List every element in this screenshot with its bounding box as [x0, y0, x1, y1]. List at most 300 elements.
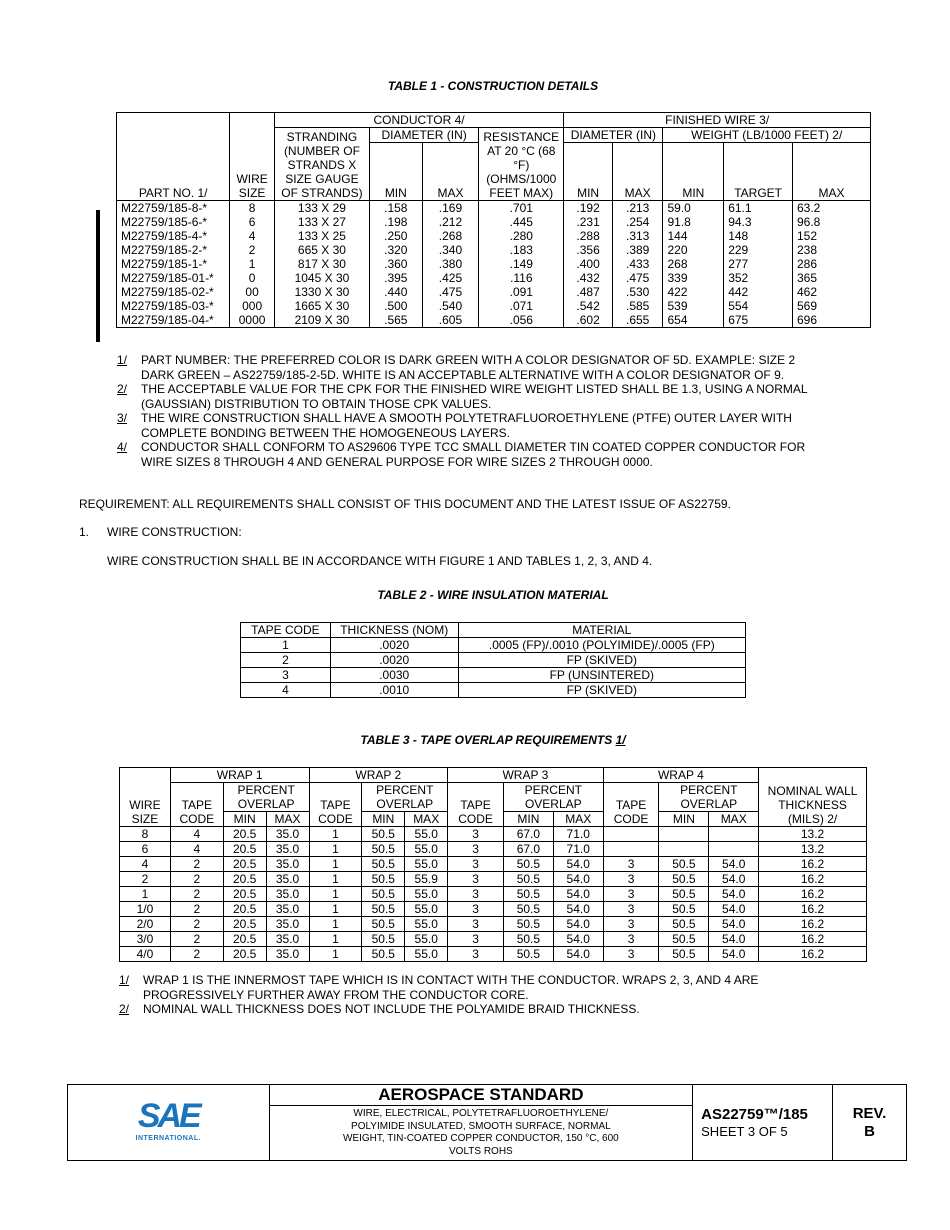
table-cell: .213	[612, 201, 663, 216]
table-cell: M22759/185-02-*	[117, 285, 230, 299]
table-cell: .475	[612, 271, 663, 285]
table-cell: .254	[612, 215, 663, 229]
table-cell: 35.0	[266, 917, 309, 932]
table-cell: 3	[603, 902, 659, 917]
table-cell: 220	[663, 243, 724, 257]
table-row	[117, 243, 871, 257]
table-cell: .530	[612, 285, 663, 299]
table-cell: 6	[120, 842, 171, 857]
hdr-tape-code: TAPE CODE	[170, 783, 223, 827]
table-cell: 54.0	[709, 872, 759, 887]
hdr-tape-code: TAPE CODE	[241, 623, 331, 638]
table-cell: 55.9	[405, 872, 448, 887]
table-cell	[709, 842, 759, 857]
table-row	[241, 638, 746, 653]
table-cell: 16.2	[759, 872, 867, 887]
table-cell: 20.5	[223, 887, 266, 902]
table-cell: 50.5	[659, 947, 709, 962]
doc-number: AS22759™/185	[701, 1105, 808, 1123]
table-cell: 1	[120, 887, 171, 902]
table-cell: 654	[663, 313, 724, 328]
table-cell: 1	[230, 257, 275, 271]
hdr-min: MIN	[659, 812, 709, 827]
table-cell: 50.5	[659, 887, 709, 902]
table-cell: 50.5	[659, 902, 709, 917]
table-cell: 54.0	[709, 902, 759, 917]
table-cell: 339	[663, 271, 724, 285]
table-cell: 35.0	[266, 887, 309, 902]
table-cell: .169	[422, 201, 479, 216]
table-cell: 2	[170, 872, 223, 887]
table-cell: 133 X 25	[274, 229, 369, 243]
hdr-finished-wire: FINISHED WIRE 3/	[564, 113, 871, 128]
table-cell: 1330 X 30	[274, 285, 369, 299]
table-cell: .602	[564, 313, 613, 328]
table-cell: 554	[724, 299, 793, 313]
table-cell: 6	[230, 215, 275, 229]
table-cell: .320	[370, 243, 423, 257]
table-row	[117, 285, 871, 299]
table-cell	[709, 827, 759, 842]
hdr-max: MAX	[553, 812, 603, 827]
table-cell: 3	[448, 947, 504, 962]
hdr-min: MIN	[223, 812, 266, 827]
table-cell: .445	[479, 215, 564, 229]
table-cell: 20.5	[223, 857, 266, 872]
table-cell: M22759/185-8-*	[117, 201, 230, 216]
table-cell: 000	[230, 299, 275, 313]
table-cell: 50.5	[659, 932, 709, 947]
doc-id	[693, 1085, 833, 1161]
rev-label: REV.	[852, 1104, 887, 1122]
section-number: 1.	[79, 525, 90, 539]
table-cell: .542	[564, 299, 613, 313]
table-cell: 3	[448, 827, 504, 842]
table-cell: 54.0	[553, 947, 603, 962]
table-cell: 55.0	[405, 887, 448, 902]
table-cell: 268	[663, 257, 724, 271]
hdr-wrap4: WRAP 4	[603, 768, 758, 783]
table-cell: 144	[663, 229, 724, 243]
hdr-tape-code: TAPE CODE	[448, 783, 504, 827]
table-cell: .183	[479, 243, 564, 257]
table-cell: 50.5	[362, 932, 405, 947]
table-cell: .0020	[330, 638, 458, 653]
table-cell: .056	[479, 313, 564, 328]
table-cell: .605	[422, 313, 479, 328]
hdr-wire-size: WIRE SIZE	[230, 113, 275, 201]
table-cell: 817 X 30	[274, 257, 369, 271]
table1-notes	[117, 353, 817, 469]
table-cell: 3	[603, 872, 659, 887]
hdr-conductor: CONDUCTOR 4/	[274, 113, 563, 128]
table-cell: 3/0	[120, 932, 171, 947]
table-cell: 96.8	[793, 215, 871, 229]
table-cell: 152	[793, 229, 871, 243]
table-cell: 71.0	[553, 842, 603, 857]
table-cell: .268	[422, 229, 479, 243]
table-cell: 55.0	[405, 947, 448, 962]
table-cell: 3	[448, 857, 504, 872]
table-cell: 148	[724, 229, 793, 243]
table2-title: TABLE 2 - WIRE INSULATION MATERIAL	[377, 588, 609, 602]
hdr-material: MATERIAL	[458, 623, 745, 638]
table-row	[117, 271, 871, 285]
table-cell: 54.0	[553, 932, 603, 947]
table-cell: .0020	[330, 653, 458, 668]
table-cell: .487	[564, 285, 613, 299]
hdr-thickness: THICKNESS (NOM)	[330, 623, 458, 638]
table-row	[241, 683, 746, 698]
table-cell: 3	[241, 668, 331, 683]
table-cell: 50.5	[503, 917, 553, 932]
table-cell: .380	[422, 257, 479, 271]
table-cell: 4	[170, 827, 223, 842]
hdr-max: MAX	[709, 812, 759, 827]
sae-logo-sub: INTERNATIONAL.	[135, 1134, 202, 1142]
table-cell: 2	[170, 932, 223, 947]
table-cell: 1	[309, 917, 362, 932]
table-cell: .360	[370, 257, 423, 271]
table-cell: 4	[120, 857, 171, 872]
table-row	[117, 215, 871, 229]
table-cell: .400	[564, 257, 613, 271]
table-cell: 8	[230, 201, 275, 216]
table-cell: 50.5	[362, 842, 405, 857]
table-cell: 352	[724, 271, 793, 285]
table-cell: .0005 (FP)/.0010 (POLYIMIDE)/.0005 (FP)	[458, 638, 745, 653]
table-cell: 229	[724, 243, 793, 257]
hdr-stranding: STRANDING (NUMBER OF STRANDS X SIZE GAUGE OF STRANDS)	[274, 128, 369, 201]
table-cell: 50.5	[362, 917, 405, 932]
table-cell: 133 X 27	[274, 215, 369, 229]
table-cell: 50.5	[503, 902, 553, 917]
table-cell: 365	[793, 271, 871, 285]
hdr-conductor-diameter: DIAMETER (IN)	[370, 128, 479, 143]
sae-logo-mark: SAE	[137, 1096, 199, 1135]
hdr-max: MAX	[793, 143, 871, 201]
table-cell: 54.0	[709, 917, 759, 932]
table-row	[120, 947, 867, 962]
hdr-min: MIN	[362, 812, 405, 827]
table-cell: .356	[564, 243, 613, 257]
table-cell: 54.0	[553, 887, 603, 902]
table-cell: 3	[603, 917, 659, 932]
table3-title: TABLE 3 - TAPE OVERLAP REQUIREMENTS 1/	[360, 733, 626, 747]
change-bar	[96, 210, 100, 342]
table-cell: 91.8	[663, 215, 724, 229]
table-cell: 1/0	[120, 902, 171, 917]
table-cell: 1	[309, 887, 362, 902]
table-cell: 50.5	[659, 917, 709, 932]
table-cell: .432	[564, 271, 613, 285]
table-cell: M22759/185-1-*	[117, 257, 230, 271]
footer-heading: AEROSPACE STANDARD	[269, 1085, 693, 1106]
table-cell: 286	[793, 257, 871, 271]
table-cell: 54.0	[709, 857, 759, 872]
table-cell: 20.5	[223, 917, 266, 932]
table-cell: 20.5	[223, 947, 266, 962]
table-cell: .0030	[330, 668, 458, 683]
table-cell: 1	[309, 932, 362, 947]
table-cell: 35.0	[266, 857, 309, 872]
table-cell: 3	[448, 932, 504, 947]
table-row	[120, 842, 867, 857]
table-cell: 1	[309, 947, 362, 962]
table-cell: .0010	[330, 683, 458, 698]
table-cell: 133 X 29	[274, 201, 369, 216]
note-4: 4/ CONDUCTOR SHALL CONFORM TO AS29606 TYPE TCC SMALL DIAMETER TIN COATED COPPER CONDUCTOR FOR WIRE SIZES 8 THROUGH 4 AND GENERAL PURPOSE FOR WIRE SIZES 2 THROUGH 0000.	[117, 440, 806, 469]
table-cell: .116	[479, 271, 564, 285]
table-cell: 4/0	[120, 947, 171, 962]
table-cell: 54.0	[553, 902, 603, 917]
hdr-max: MAX	[266, 812, 309, 827]
section-heading: WIRE CONSTRUCTION:	[107, 525, 242, 539]
table-cell: 1	[309, 842, 362, 857]
hdr-tape-code: TAPE CODE	[309, 783, 362, 827]
table-cell: 462	[793, 285, 871, 299]
table-row	[120, 872, 867, 887]
table-cell: 2/0	[120, 917, 171, 932]
table-cell: .192	[564, 201, 613, 216]
hdr-part-no: PART NO. 1/	[117, 113, 230, 201]
table-cell: 54.0	[553, 917, 603, 932]
table-cell: 1	[309, 827, 362, 842]
table-cell	[603, 827, 659, 842]
table-cell: 2	[170, 857, 223, 872]
table-cell: 59.0	[663, 201, 724, 216]
table-cell: .585	[612, 299, 663, 313]
table-row	[120, 932, 867, 947]
table-cell: 55.0	[405, 842, 448, 857]
table1-title: TABLE 1 - CONSTRUCTION DETAILS	[387, 79, 599, 93]
hdr-percent-overlap: PERCENT OVERLAP	[362, 783, 448, 812]
note-2: 2/ THE ACCEPTABLE VALUE FOR THE CPK FOR THE FINISHED WIRE WEIGHT LISTED SHALL BE 1.3, USING A NORMAL (GAUSSIAN) DISTRIBUTION TO OBTAIN THOSE CPK VALUES.	[117, 382, 808, 411]
table-cell: 1045 X 30	[274, 271, 369, 285]
table-cell: 3	[448, 902, 504, 917]
hdr-tape-code: TAPE CODE	[603, 783, 659, 827]
table-cell: .212	[422, 215, 479, 229]
table-cell: 50.5	[362, 857, 405, 872]
table-cell: 2	[170, 917, 223, 932]
table-cell: .280	[479, 229, 564, 243]
table-cell: 1	[309, 902, 362, 917]
table-row	[120, 917, 867, 932]
hdr-target: TARGET	[724, 143, 793, 201]
table-cell: .701	[479, 201, 564, 216]
table-cell: 35.0	[266, 827, 309, 842]
hdr-min: MIN	[564, 143, 613, 201]
rev-value: B	[864, 1122, 875, 1140]
table-cell: .500	[370, 299, 423, 313]
hdr-resistance: RESISTANCE AT 20 °C (68 °F) (OHMS/1000 FEET MAX)	[479, 128, 564, 201]
table-cell: .395	[370, 271, 423, 285]
table-cell: .250	[370, 229, 423, 243]
table-cell: 3	[603, 857, 659, 872]
footer-description: WIRE, ELECTRICAL, POLYTETRAFLUOROETHYLENE/ POLYIMIDE INSULATED, SMOOTH SURFACE, NORMAL WEIGHT, TIN-COATED COPPER CONDUCTOR, 150 °C, 600 VOLTS ROHS	[269, 1106, 693, 1161]
table-cell: 35.0	[266, 947, 309, 962]
table-cell: 54.0	[709, 932, 759, 947]
table-cell: 3	[448, 842, 504, 857]
table-cell: 50.5	[659, 857, 709, 872]
table-cell: 0000	[230, 313, 275, 328]
table-cell: 16.2	[759, 932, 867, 947]
table-cell: 2	[241, 653, 331, 668]
hdr-min: MIN	[503, 812, 553, 827]
table-cell: .158	[370, 201, 423, 216]
table-cell: 61.1	[724, 201, 793, 216]
table-cell: 50.5	[362, 947, 405, 962]
table-cell: 2	[120, 872, 171, 887]
table-cell: 3	[603, 932, 659, 947]
table-cell: 71.0	[553, 827, 603, 842]
table-cell: 35.0	[266, 842, 309, 857]
table-cell: .231	[564, 215, 613, 229]
hdr-min: MIN	[663, 143, 724, 201]
sheet-number: SHEET 3 OF 5	[701, 1123, 788, 1139]
table-cell: .198	[370, 215, 423, 229]
table-row	[241, 653, 746, 668]
table-cell: 16.2	[759, 917, 867, 932]
table-cell: M22759/185-03-*	[117, 299, 230, 313]
table-cell: 55.0	[405, 917, 448, 932]
table-row	[241, 668, 746, 683]
table-cell: .340	[422, 243, 479, 257]
table-cell: .565	[370, 313, 423, 328]
overlap-table	[119, 767, 867, 962]
revision	[833, 1085, 907, 1161]
table-cell: 94.3	[724, 215, 793, 229]
table-cell: 20.5	[223, 902, 266, 917]
hdr-wrap1: WRAP 1	[170, 768, 309, 783]
table-row	[120, 827, 867, 842]
table-cell: 1665 X 30	[274, 299, 369, 313]
table-cell: 13.2	[759, 827, 867, 842]
table-cell: 67.0	[503, 842, 553, 857]
table-cell: 422	[663, 285, 724, 299]
table-cell: .475	[422, 285, 479, 299]
table-cell: 50.5	[503, 887, 553, 902]
table-cell: 50.5	[503, 872, 553, 887]
table-cell: 3	[603, 947, 659, 962]
table-cell: 35.0	[266, 902, 309, 917]
table-cell: 16.2	[759, 947, 867, 962]
footer-block	[67, 1084, 907, 1161]
hdr-percent-overlap: PERCENT OVERLAP	[659, 783, 759, 812]
table-cell: 4	[170, 842, 223, 857]
table-cell: 8	[120, 827, 171, 842]
table-cell: 696	[793, 313, 871, 328]
hdr-max: MAX	[612, 143, 663, 201]
table-cell: 2109 X 30	[274, 313, 369, 328]
table3-notes	[119, 973, 819, 1017]
hdr-wrap3: WRAP 3	[448, 768, 603, 783]
table-cell: 20.5	[223, 827, 266, 842]
table-cell: 277	[724, 257, 793, 271]
table-row	[120, 902, 867, 917]
table-cell: 238	[793, 243, 871, 257]
table-cell: 35.0	[266, 932, 309, 947]
table-cell: 539	[663, 299, 724, 313]
note-1: 1/ PART NUMBER: THE PREFERRED COLOR IS DARK GREEN WITH A COLOR DESIGNATOR OF 5D. EXAMPLE: SIZE 2 DARK GREEN – AS22759/185-2-5D. WHITE IS AN ACCEPTABLE ALTERNATIVE WITH A COLOR DESIGNATOR OF 9.	[117, 353, 796, 382]
table-cell: 4	[241, 683, 331, 698]
table-row	[117, 313, 871, 328]
sae-logo	[68, 1085, 270, 1161]
table-cell: 4	[230, 229, 275, 243]
table-cell: M22759/185-04-*	[117, 313, 230, 328]
table-cell: 50.5	[362, 902, 405, 917]
table-cell: 675	[724, 313, 793, 328]
table-cell: .091	[479, 285, 564, 299]
table-row	[117, 299, 871, 313]
table-cell: 1	[309, 872, 362, 887]
table-row	[120, 857, 867, 872]
table-cell: 55.0	[405, 857, 448, 872]
table-cell: 67.0	[503, 827, 553, 842]
table-cell: M22759/185-2-*	[117, 243, 230, 257]
requirement-text: REQUIREMENT: ALL REQUIREMENTS SHALL CONSIST OF THIS DOCUMENT AND THE LATEST ISSUE OF AS22759.	[79, 497, 731, 511]
table-cell: 16.2	[759, 857, 867, 872]
table-cell: 2	[170, 902, 223, 917]
table-cell: .389	[612, 243, 663, 257]
table-cell: 50.5	[503, 857, 553, 872]
table-cell: 55.0	[405, 827, 448, 842]
table-cell: FP (SKIVED)	[458, 683, 745, 698]
table-cell: M22759/185-6-*	[117, 215, 230, 229]
table-cell: 2	[170, 887, 223, 902]
table-cell: 50.5	[659, 872, 709, 887]
table-cell: 442	[724, 285, 793, 299]
table-cell: FP (UNSINTERED)	[458, 668, 745, 683]
table-cell	[659, 827, 709, 842]
table-cell: 20.5	[223, 932, 266, 947]
table-cell: 569	[793, 299, 871, 313]
table-cell: M22759/185-4-*	[117, 229, 230, 243]
table-cell: .540	[422, 299, 479, 313]
hdr-weight: WEIGHT (LB/1000 FEET) 2/	[663, 128, 871, 143]
table-row	[120, 887, 867, 902]
table-cell: 55.0	[405, 932, 448, 947]
table-cell: .425	[422, 271, 479, 285]
note-1: 1/ WRAP 1 IS THE INNERMOST TAPE WHICH IS IN CONTACT WITH THE CONDUCTOR. WRAPS 2, 3, AND 4 ARE PROGRESSIVELY FURTHER AWAY FROM THE CONDUCTOR CORE.	[119, 973, 759, 1002]
hdr-max: MAX	[405, 812, 448, 827]
table-cell: .440	[370, 285, 423, 299]
table-cell: 13.2	[759, 842, 867, 857]
table-cell: 1	[241, 638, 331, 653]
table-cell: 54.0	[553, 872, 603, 887]
table-cell: 3	[603, 887, 659, 902]
table-cell: 3	[448, 917, 504, 932]
table-row	[117, 201, 871, 216]
table-cell: 20.5	[223, 872, 266, 887]
table-cell: 54.0	[709, 947, 759, 962]
table-cell: 50.5	[362, 827, 405, 842]
hdr-wrap2: WRAP 2	[309, 768, 448, 783]
hdr-nominal-wall: NOMINAL WALL THICKNESS (MILS) 2/	[759, 768, 867, 827]
insulation-table	[240, 622, 746, 698]
table-cell: 16.2	[759, 887, 867, 902]
table-row	[117, 229, 871, 243]
table-cell: .288	[564, 229, 613, 243]
table-cell: 1	[309, 857, 362, 872]
table-cell: 3	[448, 887, 504, 902]
table-cell: 0	[230, 271, 275, 285]
table-cell	[659, 842, 709, 857]
table-cell: 2	[170, 947, 223, 962]
table-cell: .149	[479, 257, 564, 271]
table-cell: 00	[230, 285, 275, 299]
hdr-wire-size: WIRE SIZE	[120, 768, 171, 827]
